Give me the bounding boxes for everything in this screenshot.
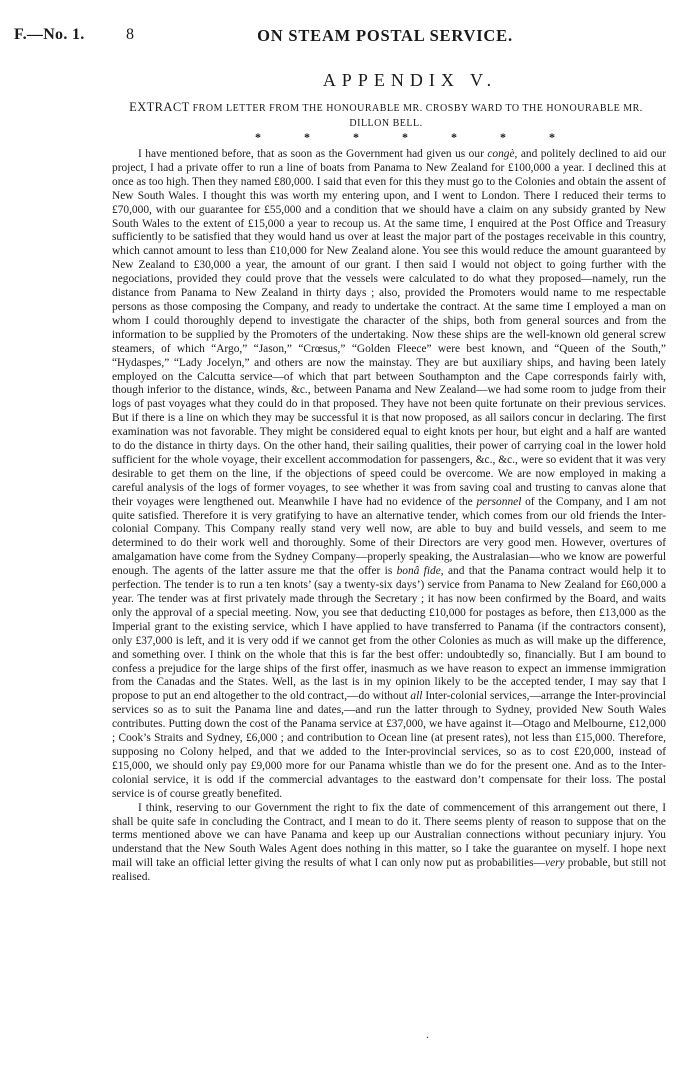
text-run: I think, reserving to our Government the right to fix the date of commencement of this arrangement out there, I shall be quite safe in concluding the Contract, and I mean to do it. There seems plenty of reason to suppose that on the terms mentioned above we can have Panama and keep up our Australian connections without pecuniary injury. You understand that the New South Wales Agent does nothing in this matter, so I take the guarantee on myself. I hope next mail will take an official letter giving the results of what I can only now put as probabilities— — [112, 801, 666, 870]
section-divider-stars — [255, 130, 555, 145]
text-run: , and politely declined to aid our project, I had a private offer to run a line of boats from Panama to New Zealand for £100,000 a year. I declined this at once as too high. Then they named £80,000. I said that even for this they must go to the Colonies and obtain the assent of New South Wales. I thought this was worth my entering upon, and I went to London. There I reduced their terms to £70,000, with our guarantee for £55,000 and a condition that we should have a claim on any subsidy granted by New South Wales to the extent of £15,000 a year to recoup us. At the same time, I enquired at the Post Office and Treasury sufficiently to be satisfied that they would hand us over at least the major part of the postages receivable in this country, which cannot amount to less than £10,000 for New Zealand alone. You see this would reduce the amount guaranteed by New Zealand to £30,000 a year, the amount of our grant. I then said I would not object to going further with the negociations, provided they could prove that the vessels were calculated to do what they proposed—namely, run the distance from Panama to New Zealand in thirty days ; also, provided the Promoters would name to me respectable persons as those composing the Company, and ready to undertake the contract. At the same time I employed a man on whom I could thoroughly depend to investigate the character of the ships, both from general sources and from the information to be supplied by the Promoters of the undertaking. Now these ships are the well-known old general screw steamers, of which “Argo,” “Jason,” “Crœsus,” “Golden Fleece” were best known, and “Queen of the South,” “Hydaspes,” “Lady Jocelyn,” and others are now the mainstay. They are but auxiliary ships, and having been lately employed on the Calcutta service—of which that part between Southampton and the Cape corresponds fairly with, though inferior to the distance, winds, &c., between Panama and New Zealand—we had some room to judge from their logs of past voyages what they could do in that proposed. They have not been quite fortunate on their previous services. But if there is a line on which they may be successful it is that now proposed, as all sailors concur in declaring. The first examination was not favorable. They might be considered equal to eight knots per hour, but eight and a half are wanted to do the distance in thirty days. On the other hand, their sailing qualities, their power of carrying coal in the lower hold sufficient for the whole voyage, their excellent accommodation for passengers, &c., &c., were so evident that it was very desirable to get them on the line, if the objections of speed could be overcome. We are now employed in making a careful analysis of the logs of former voyages, to see whether it was from saving coal and trusting to canvas alone that their voyages were lengthened out. Meanwhile I have had no evidence of the — [112, 148, 666, 508]
text-run: , and that the Panama contract would help it to perfection. The tender is to run a ten knots’ (say a twenty-six days’) service from Panama to New Zealand for £60,000 a year. The tender was at first privately made through the Secretary ; it has now been confirmed by the Board, and waits only the approval of a special meeting. Now, you see that deducting £10,000 for postages as before, then £13,000 as the Imperial grant to the existing service, which I have applied to have transferred to Panama (if the contractors consent), only £37,000 is left, and it is very odd if we cannot get from the other Colonies as much as will make up the difference, and something over. I think on the whole that this is far the best offer: undoubtedly so, financially. But I am bound to confess a prejudice for the large ships of the first offer, inasmuch as we have reason to expect an immense immigration from the Canadas and the States. Well, as the last is in my opinion likely to be the accepted tender, I may say that I propose to put an end altogether to the old contract,—do without — [112, 565, 666, 703]
star-mark: * — [549, 130, 555, 144]
paragraph-2 — [112, 802, 666, 885]
extract-heading-lead: EXTRACT — [129, 100, 190, 114]
text-run: I have mentioned before, that as soon as the Government had given us our — [138, 148, 488, 160]
italic-text-run: congè — [487, 148, 515, 160]
star-mark: * — [255, 130, 261, 144]
star-mark: * — [353, 130, 359, 144]
footer-mark: . — [426, 1027, 429, 1041]
page-number: 8 — [126, 26, 134, 43]
star-mark: * — [451, 130, 457, 144]
text-run: probable, but still not realised. — [112, 857, 666, 884]
running-title: ON STEAM POSTAL SERVICE. — [257, 26, 513, 45]
italic-text-run: bonâ fide — [396, 565, 441, 578]
page-header — [14, 26, 686, 48]
extract-heading-rest: FROM LETTER FROM THE HONOURABLE MR. CROSBY WARD TO THE HONOURABLE MR. DILLON BELL. — [192, 103, 643, 129]
italic-text-run: all — [410, 690, 423, 703]
star-mark: * — [402, 130, 408, 144]
star-mark: * — [500, 130, 506, 144]
star-mark: * — [304, 130, 310, 144]
italic-text-run: very — [545, 857, 565, 870]
italic-text-run: personnel — [476, 495, 522, 508]
letter-body — [112, 148, 666, 885]
text-run: of the Company, and I am not quite satisfied. Therefore it is very gratifying to have an alternative tender, which comes from our old friends the Inter-colonial Company. This Company really stand very well now, are able to buy and build vessels, and seem to me determined to do their work well and thoroughly. Some of their Directors are very good men. However, overtures of amalgamation have come from the Sydney Company—properly speaking, the Australasian—who we know are powerful enough. The agents of the latter assure me that the offer is — [112, 495, 666, 578]
appendix-heading: APPENDIX V. — [322, 70, 498, 90]
text-run: Inter-colonial services,—arrange the Inter-provincial services so as to suit the Panama line and dates,—and run the latter through to Sydney, provided New South Wales contributes. Putting down the cost of the Panama service at £37,000, we have against it—Otago and Melbourne, £12,000 ; Cook’s Straits and Sydney, £6,000 ; and contribution to Ocean line (at present rates), not less than £15,000. Therefore, supposing no Colony helped, and that we added to the Inter-provincial services, so as to cost £20,000, instead of £15,000, we should only pay £9,000 more for our Panama whistle than we do for the present one. And as to the Inter-colonial service, it is odd if the commercial advantages to the eastward don’t compensate for their loss. The postal service is of course greatly benefited. — [112, 690, 666, 800]
extract-heading — [112, 100, 660, 131]
paragraph-1 — [112, 148, 666, 802]
document-reference: F.—No. 1. — [14, 26, 85, 43]
